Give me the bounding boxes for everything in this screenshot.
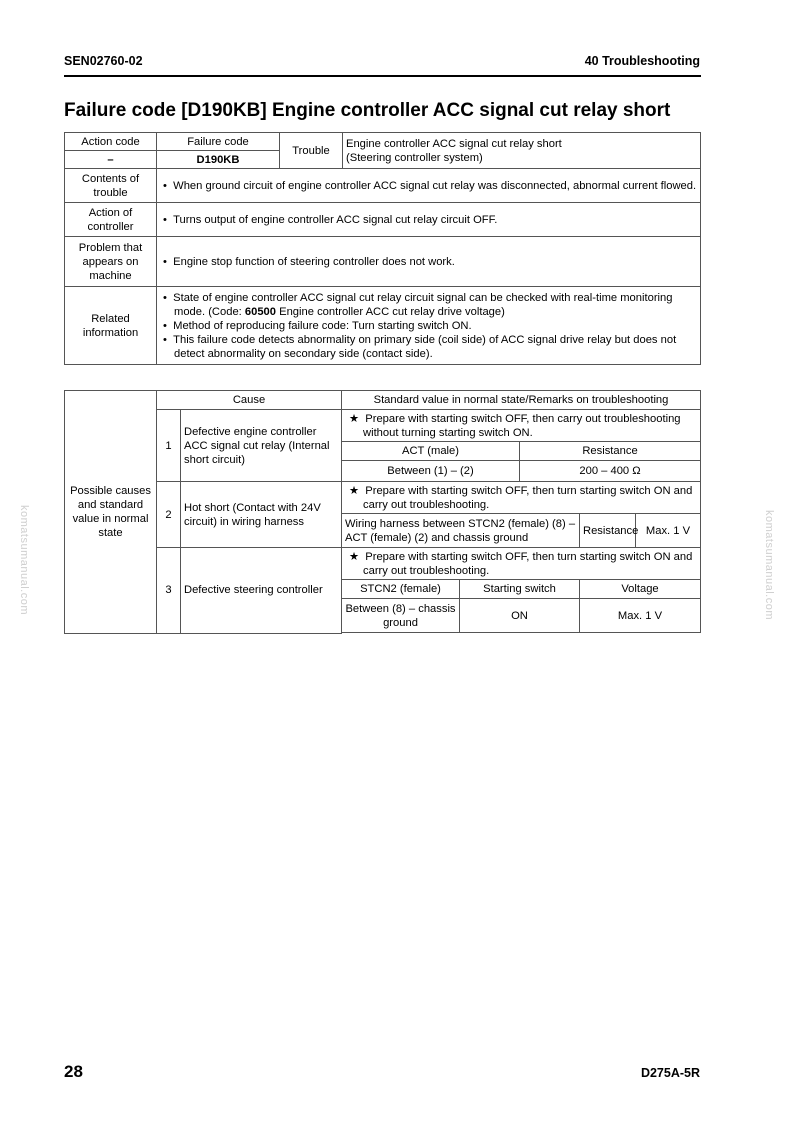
problem-text-value: Engine stop function of steering controller does not work. xyxy=(173,255,455,268)
watermark-right: komatsumanual.com xyxy=(763,510,775,620)
cause-3-col-a: STCN2 (female) xyxy=(342,580,460,599)
contents-label: Contents of trouble xyxy=(65,169,157,203)
failure-code-value: D190KB xyxy=(157,151,280,169)
related-item-1-b: Engine controller ACC cut relay drive voltage) xyxy=(276,305,505,318)
cause-1-val-a: Between (1) – (2) xyxy=(342,461,520,482)
related-item-1-a: State of engine controller ACC signal cut relay circuit signal can be checked with real-time monitoring mode. (Code: xyxy=(173,291,673,318)
cause-2-text: Hot short (Contact with 24V circuit) in wiring harness xyxy=(181,482,342,548)
causes-table xyxy=(64,390,701,634)
causes-side-label: Possible causes and standard value in normal state xyxy=(65,391,157,634)
related-item-3: • This failure code detects abnormality on primary side (coil side) of ACC signal drive relay but does not detect abnormality on secondary side (contact side). xyxy=(163,333,677,360)
section-title: 40 Troubleshooting xyxy=(584,54,700,68)
cause-2-desc: Wiring harness between STCN2 (female) (8) – ACT (female) (2) and chassis ground xyxy=(342,514,580,548)
cause-3-col-c: Voltage xyxy=(580,580,701,599)
cause-2-note: ★ Prepare with starting switch OFF, then turn starting switch ON and carry out troubleshooting. xyxy=(342,482,701,514)
cause-1-note: ★ Prepare with starting switch OFF, then carry out troubleshooting without turning starting switch ON. xyxy=(342,410,701,442)
cause-1-number: 1 xyxy=(157,410,181,482)
cause-2-note-text: Prepare with starting switch OFF, then turn starting switch ON and carry out troubleshooting. xyxy=(363,484,693,511)
cause-1-text: Defective engine controller ACC signal cut relay (Internal short circuit) xyxy=(181,410,342,482)
failure-info-table xyxy=(64,132,701,365)
cause-1-col-a: ACT (male) xyxy=(342,442,520,461)
trouble-label: Trouble xyxy=(280,133,343,169)
cause-header: Cause xyxy=(157,391,342,410)
cause-2-number: 2 xyxy=(157,482,181,548)
related-item-3-text: This failure code detects abnormality on primary side (coil side) of ACC signal drive relay but does not detect abnormality on secondary side (contact side). xyxy=(173,333,677,360)
trouble-text xyxy=(343,133,701,169)
cause-3-note: ★ Prepare with starting switch OFF, then turn starting switch ON and carry out troubleshooting. xyxy=(342,548,701,580)
header-rule xyxy=(64,75,701,77)
cause-2-value: Max. 1 V xyxy=(636,514,701,548)
doc-code: SEN02760-02 xyxy=(64,54,143,68)
cause-3-val-b: ON xyxy=(460,599,580,633)
trouble-text-line-1: Engine controller ACC signal cut relay short xyxy=(346,137,562,150)
action-label: Action of controller xyxy=(65,203,157,237)
contents-text: • When ground circuit of engine controller ACC signal cut relay was disconnected, abnormal current flowed. xyxy=(157,169,701,203)
related-label: Related information xyxy=(65,287,157,365)
action-text: • Turns output of engine controller ACC signal cut relay circuit OFF. xyxy=(157,203,701,237)
cause-3-val-c: Max. 1 V xyxy=(580,599,701,633)
trouble-text-line-2: (Steering controller system) xyxy=(346,151,483,164)
cause-3-val-a: Between (8) – chassis ground xyxy=(342,599,460,633)
cause-3-number: 3 xyxy=(157,548,181,634)
contents-text-value: When ground circuit of engine controller ACC signal cut relay was disconnected, abnormal current flowed. xyxy=(173,179,697,192)
watermark-left: komatsumanual.com xyxy=(18,505,30,615)
cause-1-col-b: Resistance xyxy=(520,442,701,461)
failure-code-label: Failure code xyxy=(157,133,280,151)
problem-text: • Engine stop function of steering controller does not work. xyxy=(157,237,701,287)
problem-label: Problem that appears on machine xyxy=(65,237,157,287)
cause-2-measure: Resistance xyxy=(580,514,636,548)
page-title: Failure code [D190KB] Engine controller ACC signal cut relay short xyxy=(64,100,671,121)
cause-3-text: Defective steering controller xyxy=(181,548,342,634)
related-item-2-text: Method of reproducing failure code: Turn starting switch ON. xyxy=(173,319,472,332)
cause-3-note-text: Prepare with starting switch OFF, then turn starting switch ON and carry out troubleshooting. xyxy=(363,550,693,577)
cause-1-note-text: Prepare with starting switch OFF, then carry out troubleshooting without turning starting switch ON. xyxy=(363,412,681,439)
standard-header: Standard value in normal state/Remarks on troubleshooting xyxy=(342,391,701,410)
action-code-label: Action code xyxy=(65,133,157,151)
action-text-value: Turns output of engine controller ACC signal cut relay circuit OFF. xyxy=(173,213,498,226)
monitoring-code: 60500 xyxy=(244,305,277,318)
cause-1-val-b: 200 – 400 Ω xyxy=(520,461,701,482)
model-code: D275A-5R xyxy=(640,1066,700,1080)
related-info xyxy=(157,287,701,365)
page-number: 28 xyxy=(64,1062,83,1081)
action-code-value: – xyxy=(65,151,157,169)
related-item-1: • State of engine controller ACC signal cut relay circuit signal can be checked with real-time monitoring mode. (Code: 60500 Engine controller ACC cut relay drive voltage) xyxy=(163,291,673,318)
cause-3-col-b: Starting switch xyxy=(460,580,580,599)
related-item-2: • Method of reproducing failure code: Turn starting switch ON. xyxy=(163,319,472,332)
